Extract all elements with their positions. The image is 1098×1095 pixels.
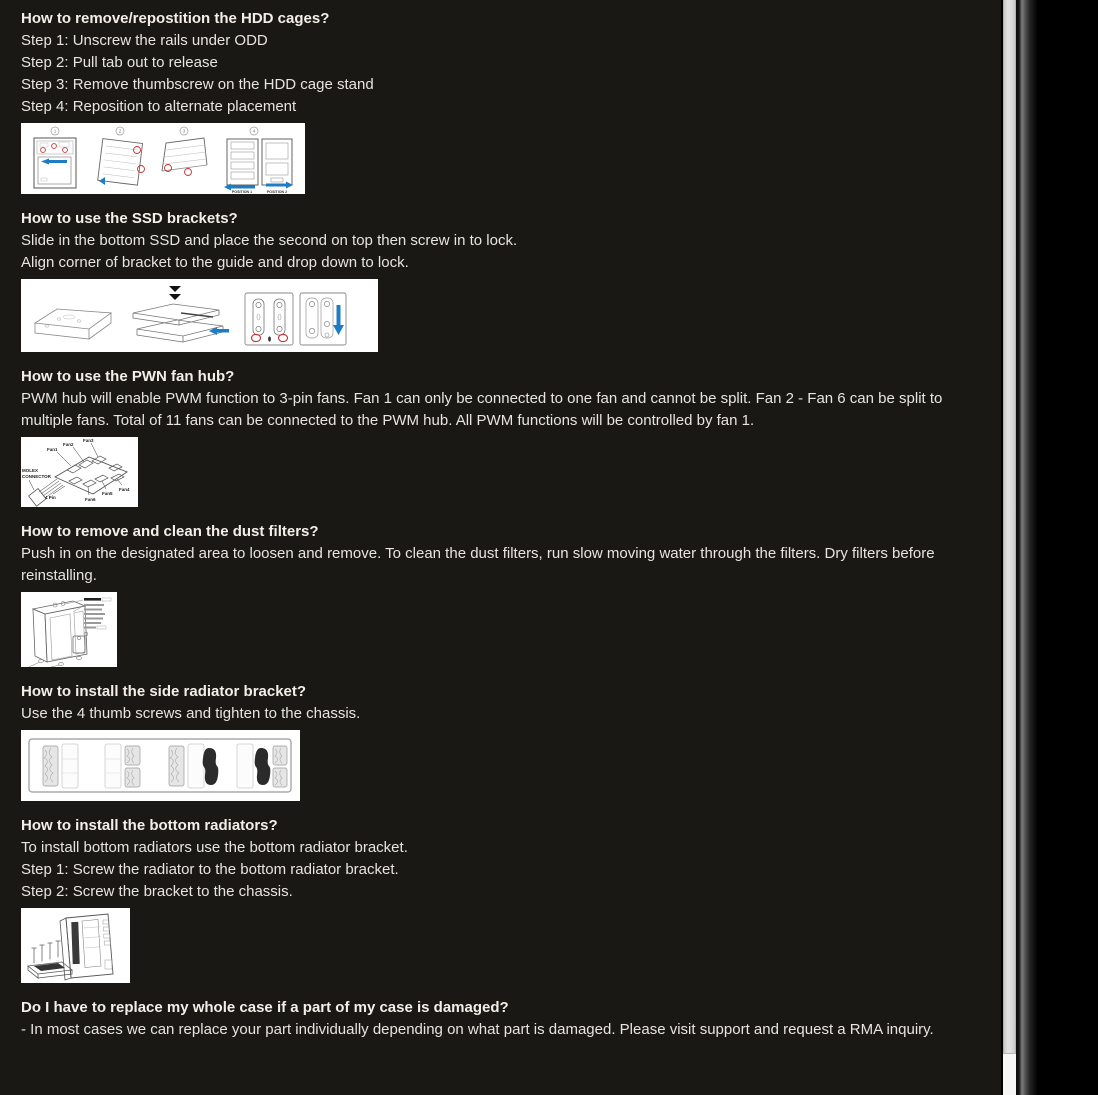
faq-question: How to remove and clean the dust filters? <box>21 523 319 540</box>
fan1-label: Fan1 <box>47 447 58 452</box>
dust-filter-diagram-image <box>21 592 117 667</box>
faq-section-dust-filters <box>21 521 1001 667</box>
fan6-label: Fan6 <box>85 497 96 502</box>
fan3-label: Fan3 <box>83 438 94 443</box>
faq-answer-line: Step 1: Screw the radiator to the bottom radiator bracket. <box>21 861 399 878</box>
hdd-cage-diagram-image <box>21 123 305 194</box>
faq-answer-paragraph: Push in on the designated area to loosen and remove. To clean the dust filters, run slow moving water through the filters. Dry filters before reinstalling. <box>21 545 935 584</box>
step-number: 4 <box>252 128 256 134</box>
faq-question: How to install the side radiator bracket? <box>21 683 307 700</box>
fan5-label: Fan5 <box>102 491 113 496</box>
faq-section-pwm-hub <box>21 366 1001 507</box>
faq-section-bottom-radiators <box>21 815 1001 983</box>
pwm-fan-hub-diagram-image <box>21 437 138 507</box>
faq-answer-line: Step 4: Reposition to alternate placement <box>21 98 297 115</box>
faq-section-side-radiator <box>21 681 1001 801</box>
faq-answer-paragraph: PWM hub will enable PWM function to 3-pin fans. Fan 1 can only be connected to one fan and cannot be split. Fan 2 - Fan 6 can be split to multiple fans. Total of 11 fans can be connected to the PWM hub. All PWM functions will be controlled by fan 1. <box>21 390 943 429</box>
faq-answer-line: Slide in the bottom SSD and place the second on top then screw in to lock. <box>21 232 518 249</box>
step-number: 2 <box>118 128 122 134</box>
faq-answer-line: Use the 4 thumb screws and tighten to the chassis. <box>21 705 361 722</box>
faq-section-hdd-cages <box>21 8 1001 194</box>
step-number: 1 <box>53 128 57 134</box>
faq-answer-line: Step 2: Pull tab out to release <box>21 54 218 71</box>
ssd-bracket-diagram-image <box>21 279 378 352</box>
faq-question: Do I have to replace my whole case if a part of my case is damaged? <box>21 999 509 1016</box>
side-radiator-bracket-diagram-image <box>21 730 300 801</box>
faq-question: How to use the SSD brackets? <box>21 210 238 227</box>
scrollbar-track[interactable] <box>1003 0 1016 1095</box>
window-edge-shadow <box>1016 0 1050 1095</box>
faq-answer-line: To install bottom radiators use the bottom radiator bracket. <box>21 839 408 856</box>
faq-answer-line: Step 3: Remove thumbscrew on the HDD cage stand <box>21 76 374 93</box>
fan2-label: Fan2 <box>63 442 74 447</box>
molex-label-line2: CONNECTOR <box>22 474 51 479</box>
bottom-radiator-diagram-image <box>21 908 130 983</box>
faq-section-ssd-brackets <box>21 208 1001 352</box>
fan4-label: Fan4 <box>119 487 130 492</box>
pin4-label: 4 Pin <box>45 495 56 500</box>
faq-question: How to install the bottom radiators? <box>21 817 278 834</box>
step-number: 3 <box>182 128 186 134</box>
scrollbar-thumb[interactable] <box>1003 0 1016 1054</box>
position-label: POSITION 2 <box>266 190 288 194</box>
faq-question: How to remove/repostition the HDD cages? <box>21 10 330 27</box>
faq-answer-line: Align corner of bracket to the guide and drop down to lock. <box>21 254 409 271</box>
faq-answer-line: Step 1: Unscrew the rails under ODD <box>21 32 268 49</box>
faq-answer-line: Step 2: Screw the bracket to the chassis. <box>21 883 293 900</box>
faq-question: How to use the PWN fan hub? <box>21 368 235 385</box>
faq-answer-paragraph: - In most cases we can replace your part individually depending on what part is damaged. Please visit support and request a RMA inquiry. <box>21 1021 934 1038</box>
molex-label-line1: MOLEX <box>22 468 39 473</box>
faq-section-rma <box>21 997 1001 1041</box>
position-label: POSITION 1 <box>231 190 253 194</box>
